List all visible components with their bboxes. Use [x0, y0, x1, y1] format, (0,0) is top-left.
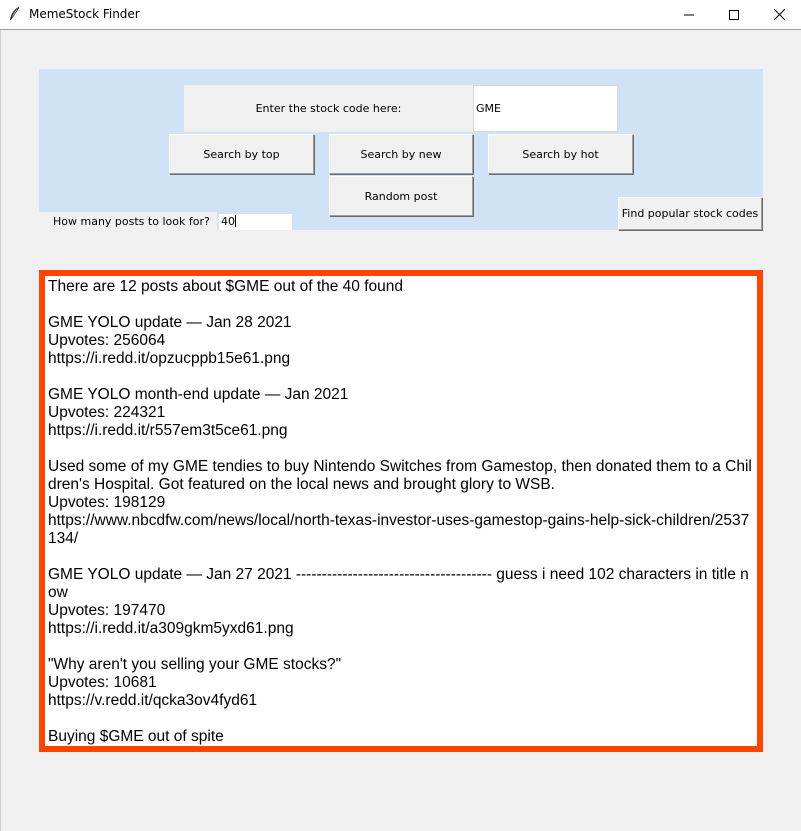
post-count-label: How many posts to look for? — [39, 212, 217, 230]
results-text: There are 12 posts about $GME out of the 40 found GME YOLO update — Jan 28 2021 Upvotes: 256064 https://i.redd.it/opzucppb15e61.png GME YOLO month-end update — Jan 2021 Upvotes: 224321 https://i.redd.it/r557em3t5ce61.png Used some of my GME tendies to buy Nintendo Switches from Gamestop, then donated them to a Children's Hospital. Got featured on the local news and brought glory to WSB. Upvotes: 198129 https://www.nbcdfw.com/news/local/north-texas-investor-uses-gamestop-gains-help-sick-children/2537134/ GME YOLO update — Jan 27 2021 -------------------------------------- guess i need 102 characters in title now Upvotes: 197470 https://i.redd.it/a309gkm5yxd61.png "Why aren't you selling your GME stocks?" Upvotes: 10681 https://v.redd.it/qcka3ov4fyd61 Buying $GME out of spite — [48, 278, 752, 745]
search-by-hot-button[interactable]: Search by hot — [488, 134, 633, 174]
stock-code-label: Enter the stock code here: — [184, 85, 473, 132]
close-button[interactable] — [757, 0, 801, 29]
window-title: MemeStock Finder — [29, 7, 140, 21]
feather-icon — [8, 6, 22, 22]
post-count-value: 40 — [221, 215, 235, 228]
maximize-icon — [729, 10, 739, 20]
text-caret — [235, 215, 236, 227]
find-popular-codes-button[interactable]: Find popular stock codes — [618, 197, 762, 230]
title-bar[interactable] — [0, 0, 801, 29]
title-bar-divider — [0, 29, 801, 30]
search-by-new-button[interactable]: Search by new — [329, 134, 473, 174]
minimize-button[interactable] — [667, 0, 711, 29]
minimize-icon — [684, 10, 694, 20]
search-by-top-button[interactable]: Search by top — [169, 134, 314, 174]
window-edge — [0, 30, 1, 831]
stock-code-input[interactable]: GME — [473, 85, 618, 132]
random-post-button[interactable]: Random post — [329, 176, 473, 216]
results-textbox[interactable] — [45, 276, 757, 746]
maximize-button[interactable] — [712, 0, 756, 29]
post-count-input[interactable] — [219, 214, 292, 230]
close-icon — [774, 9, 785, 20]
